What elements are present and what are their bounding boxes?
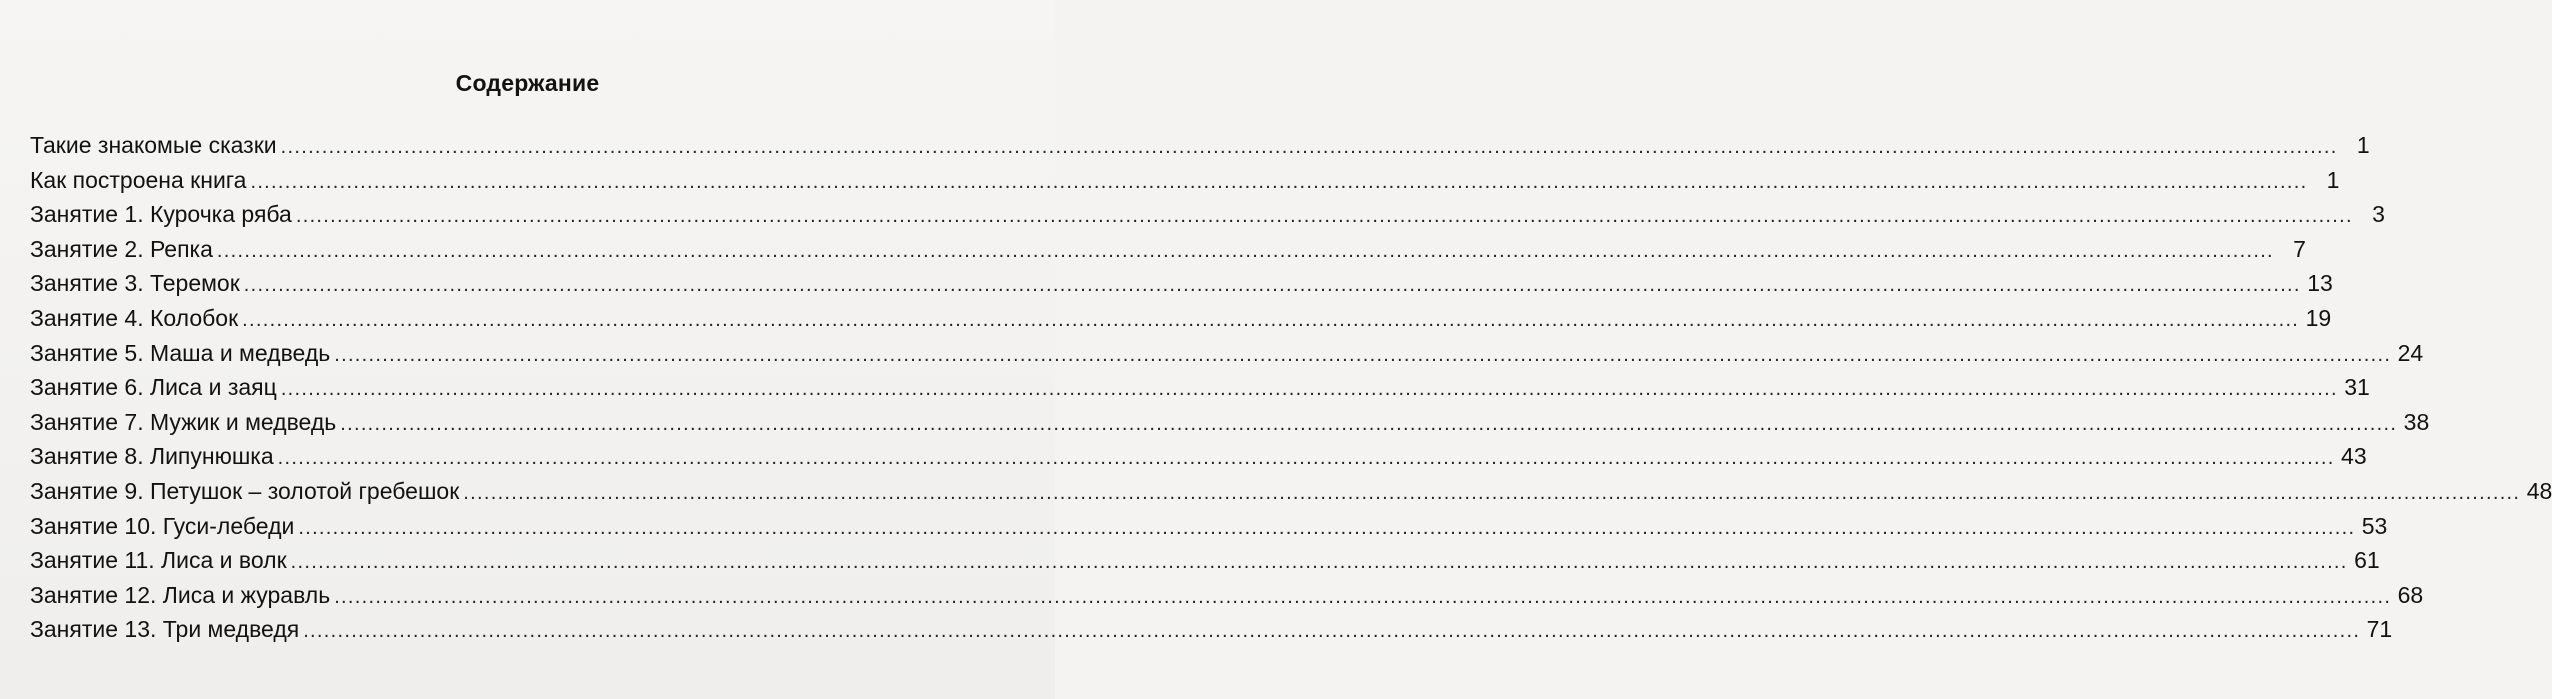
toc-entry-page: 19 bbox=[2305, 304, 2332, 331]
toc-entry-page: 31 bbox=[2344, 374, 2370, 401]
toc-entry-title: Занятие 7. Мужик и медведь bbox=[30, 408, 337, 435]
toc-entry bbox=[30, 128, 2370, 163]
toc-entry bbox=[30, 578, 2424, 613]
toc-entry-page: 61 bbox=[2354, 547, 2380, 574]
dot-leader: ............................................................................................................................................................................................................................................................................................................ bbox=[303, 620, 2361, 643]
toc-entry-title: Занятие 12. Лиса и журавль bbox=[30, 581, 331, 608]
toc-entry-title: Такие знакомые сказки bbox=[30, 132, 277, 158]
toc-entry-page: 68 bbox=[2397, 581, 2424, 608]
toc-entry-page: 7 bbox=[2293, 235, 2306, 262]
toc-entry bbox=[30, 336, 2424, 371]
page-title: Содержание bbox=[455, 70, 600, 96]
toc-entry-title: Как построена книга bbox=[30, 166, 247, 193]
toc-entry bbox=[30, 232, 2306, 267]
toc-entry-title: Занятие 13. Три медведя bbox=[30, 616, 300, 643]
toc-entry bbox=[30, 370, 2370, 405]
toc-entry bbox=[30, 612, 2393, 647]
toc-entry-page: 48 bbox=[2526, 477, 2552, 504]
toc-entry bbox=[30, 543, 2380, 578]
toc-entry-title: Занятие 1. Курочка ряба bbox=[30, 201, 292, 228]
dot-leader: ............................................................................................................................................................................................................................................................................................................ bbox=[250, 170, 2308, 193]
dot-leader: ............................................................................................................................................................................................................................................................................................................ bbox=[463, 481, 2521, 504]
toc-entry-page: 3 bbox=[2372, 201, 2385, 228]
toc-entry-title: Занятие 8. Липунюшка bbox=[30, 443, 274, 470]
dot-leader: ............................................................................................................................................................................................................................................................................................................ bbox=[277, 447, 2335, 470]
dot-leader: ............................................................................................................................................................................................................................................................................................................ bbox=[243, 274, 2301, 297]
toc-entry-page: 1 bbox=[2326, 166, 2340, 193]
toc-entry-title: Занятие 6. Лиса и заяц bbox=[30, 374, 277, 401]
toc-entry-title: Занятие 9. Петушок – золотой гребешок bbox=[30, 477, 460, 504]
toc-entry-title: Занятие 3. Теремок bbox=[30, 270, 240, 297]
dot-leader: ............................................................................................................................................................................................................................................................................................................ bbox=[242, 308, 2300, 331]
toc-entry-title: Занятие 4. Колобок bbox=[30, 304, 239, 331]
dot-leader: ............................................................................................................................................................................................................................................................................................................ bbox=[340, 412, 2398, 435]
toc-entry-page: 13 bbox=[2307, 270, 2333, 297]
dot-leader: ............................................................................................................................................................................................................................................................................................................ bbox=[290, 551, 2348, 574]
dot-leader: ............................................................................................................................................................................................................................................................................................................ bbox=[298, 516, 2356, 539]
toc-entry-page: 71 bbox=[2366, 616, 2393, 643]
dot-leader: ............................................................................................................................................................................................................................................................................................................ bbox=[295, 205, 2353, 228]
dot-leader: ............................................................................................................................................................................................................................................................................................................ bbox=[334, 585, 2392, 608]
toc-entry-page: 53 bbox=[2361, 512, 2388, 539]
toc-entry-title: Занятие 2. Репка bbox=[30, 235, 213, 262]
toc-entry-title: Занятие 11. Лиса и волк bbox=[30, 547, 287, 574]
toc-entry bbox=[30, 266, 2333, 301]
dot-leader: ............................................................................................................................................................................................................................................................................................................ bbox=[280, 136, 2338, 158]
dot-leader: ............................................................................................................................................................................................................................................................................................................ bbox=[216, 239, 2274, 262]
toc-entry-page: 38 bbox=[2403, 408, 2430, 435]
toc-entry-page: 1 bbox=[2356, 132, 2370, 158]
toc-entry bbox=[30, 301, 2332, 336]
toc-entry-page: 24 bbox=[2397, 339, 2424, 366]
toc-entry bbox=[30, 405, 2430, 440]
dot-leader: ............................................................................................................................................................................................................................................................................................................ bbox=[280, 378, 2338, 401]
toc-entry bbox=[30, 163, 2340, 198]
toc-entry bbox=[30, 474, 2552, 509]
toc-entry-title: Занятие 10. Гуси-лебеди bbox=[30, 512, 295, 539]
table-of-contents bbox=[30, 128, 2552, 647]
toc-entry bbox=[30, 509, 2388, 544]
dot-leader: ............................................................................................................................................................................................................................................................................................................ bbox=[334, 343, 2392, 366]
toc-entry bbox=[30, 439, 2367, 474]
toc-entry-title: Занятие 5. Маша и медведь bbox=[30, 339, 331, 366]
toc-entry-page: 43 bbox=[2341, 443, 2367, 470]
toc-entry bbox=[30, 197, 2385, 232]
